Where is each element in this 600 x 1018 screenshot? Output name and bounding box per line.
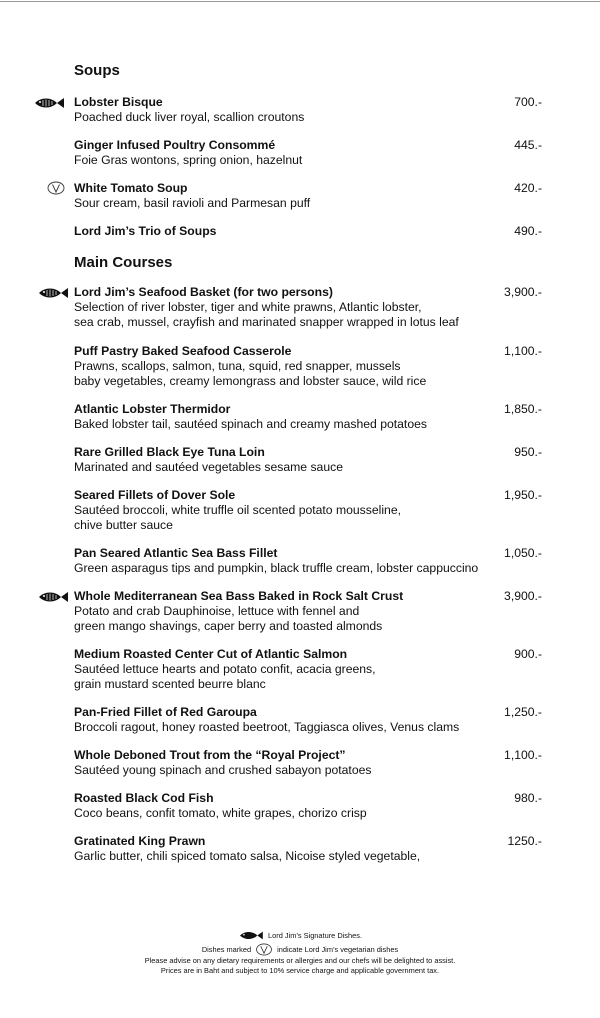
dietary-advice: Please advise on any dietary requirements or allergies and our chefs will be delighted to assist. [144,956,456,965]
list-item [74,224,544,239]
dish-name: White Tomato Soup [74,181,188,195]
list-item [74,705,544,735]
v-circle-icon [47,181,65,195]
section-title-soups: Soups [74,62,120,79]
dish-description: Selection of river lobster, tiger and white prawns, Atlantic lobster, sea crab, mussel, crayfish and marinated snapper wrapped in lotus leaf [74,300,459,329]
dish-name: Medium Roasted Center Cut of Atlantic Salmon [74,647,348,661]
dish-price: 1,950.- [504,488,542,502]
dish-description: Baked lobster tail, sautéed spinach and creamy mashed potatoes [74,417,427,431]
price-note: Prices are in Baht and subject to 10% service charge and applicable government tax. [160,966,440,975]
list-item [74,748,544,778]
top-rule [0,1,600,2]
dish-description: Sour cream, basil ravioli and Parmesan puff [74,196,311,210]
dish-name: Lord Jim’s Seafood Basket (for two persons) [74,285,333,299]
dish-name: Whole Mediterranean Sea Bass Baked in Rock Salt Crust [74,589,404,603]
menu-footer [0,930,600,976]
dish-description: Foie Gras wontons, spring onion, hazelnut [74,153,303,167]
list-item [74,546,544,576]
dish-description: Green asparagus tips and pumpkin, black truffle cream, lobster cappuccino [74,561,479,575]
dish-description: Sautéed broccoli, white truffle oil scented potato mousseline, chive butter sauce [74,503,401,532]
dish-price: 950.- [514,445,542,459]
dish-price: 1,100.- [504,344,542,358]
dish-name: Pan Seared Atlantic Sea Bass Fillet [74,546,278,560]
dish-name: Gratinated King Prawn [74,834,206,848]
dish-name: Rare Grilled Black Eye Tuna Loin [74,445,265,459]
dish-description: Sautéed lettuce hearts and potato confit, acacia greens, grain mustard scented beurre blanc [74,662,376,691]
dish-name: Whole Deboned Trout from the “Royal Project” [74,748,346,762]
dish-price: 1,250.- [504,705,542,719]
dish-name: Seared Fillets of Dover Sole [74,488,236,502]
veg-note-post: indicate Lord Jim’s vegetarian dishes [277,944,399,954]
fish-icon [33,96,65,110]
dish-description: Marinated and sautéed vegetables sesame sauce [74,460,343,474]
list-item [74,488,544,533]
section-title-main-courses: Main Courses [74,254,173,271]
dish-description: Garlic butter, chili spiced tomato salsa, Nicoise styled vegetable, [74,849,421,863]
dish-price: 980.- [514,791,542,805]
list-item [74,95,544,125]
list-item [74,344,544,389]
dish-description: Coco beans, confit tomato, white grapes, chorizo crisp [74,806,367,820]
vegetarian-legend [0,943,600,956]
signature-note: Lord Jim’s Signature Dishes. [268,930,362,940]
dish-price: 445.- [514,138,542,152]
list-item [74,138,544,168]
dish-name: Pan-Fried Fillet of Red Garoupa [74,705,257,719]
dish-price: 3,900.- [504,285,542,299]
veg-note-pre: Dishes marked [201,944,252,954]
dish-price: 3,900.- [504,589,542,603]
dish-name: Atlantic Lobster Thermidor [74,402,231,416]
dish-name: Puff Pastry Baked Seafood Casserole [74,344,292,358]
dish-price: 700.- [514,95,542,109]
v-circle-icon [255,943,273,956]
dish-price: 1250.- [507,834,542,848]
fish-icon [37,286,69,300]
dish-description: Broccoli ragout, honey roasted beetroot, Taggiasca olives, Venus clams [74,720,460,734]
list-item [74,834,544,864]
list-item [74,181,544,211]
dish-name: Ginger Infused Poultry Consommé [74,138,276,152]
dish-description: Poached duck liver royal, scallion croutons [74,110,305,124]
dish-description: Sautéed young spinach and crushed sabayon potatoes [74,763,372,777]
list-item [74,285,544,330]
fish-icon [37,590,69,604]
list-item [74,445,544,475]
dish-price: 900.- [514,647,542,661]
dish-price: 1,100.- [504,748,542,762]
dish-description: Potato and crab Dauphinoise, lettuce with fennel and green mango shavings, caper berry and toasted almonds [74,604,383,633]
dish-price: 1,850.- [504,402,542,416]
list-item [74,589,544,634]
signature-legend [0,930,600,941]
list-item [74,647,544,692]
dish-price: 1,050.- [504,546,542,560]
list-item [74,402,544,432]
list-item [74,791,544,821]
dish-price: 490.- [514,224,542,238]
dish-name: Lord Jim’s Trio of Soups [74,224,217,238]
fish-icon [238,930,264,941]
dish-description: Prawns, scallops, salmon, tuna, squid, red snapper, mussels baby vegetables, creamy lemongrass and lobster sauce, wild rice [74,359,427,388]
dish-name: Lobster Bisque [74,95,163,109]
dish-name: Roasted Black Cod Fish [74,791,214,805]
dish-price: 420.- [514,181,542,195]
